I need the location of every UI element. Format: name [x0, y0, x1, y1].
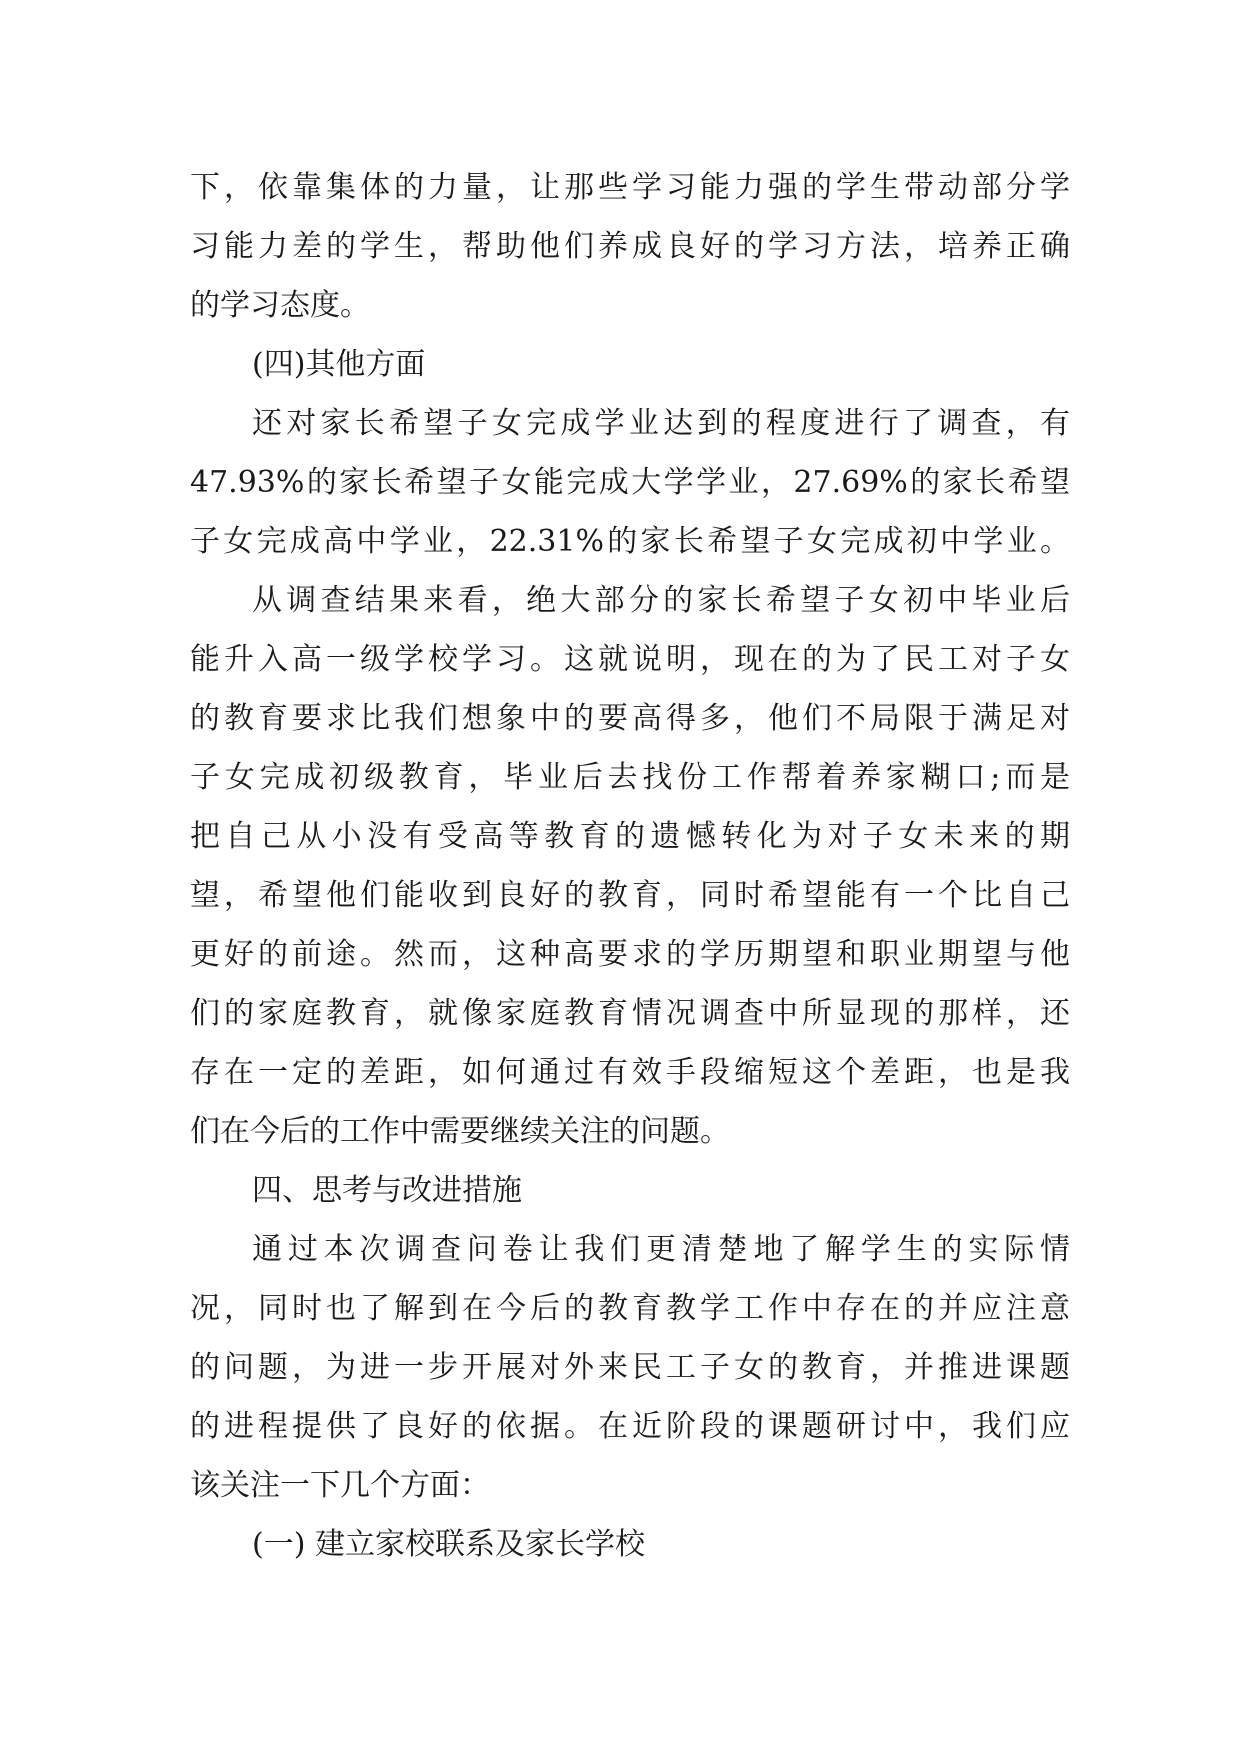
- paragraph-line: 更好的前途。然而，这种高要求的学历期望和职业期望与他: [190, 937, 1070, 972]
- paragraph-line: 子女完成初级教育，毕业后去找份工作帮着养家糊口;而是: [190, 760, 1070, 795]
- paragraph-line: 们在今后的工作中需要继续关注的问题。: [190, 1114, 730, 1149]
- paragraph-line: 习能力差的学生，帮助他们养成良好的学习方法，培养正确: [190, 229, 1070, 264]
- paragraph-line: 存在一定的差距，如何通过有效手段缩短这个差距，也是我: [190, 1055, 1070, 1090]
- paragraph-line: 通过本次调查问卷让我们更清楚地了解学生的实际情: [252, 1232, 1070, 1267]
- paragraph-line: 的进程提供了良好的依据。在近阶段的课题研讨中，我们应: [190, 1409, 1070, 1444]
- paragraph-line: 的教育要求比我们想象中的要高得多，他们不局限于满足对: [190, 701, 1070, 736]
- paragraph-line: 该关注一下几个方面：: [190, 1468, 490, 1503]
- paragraph-line: 望，希望他们能收到良好的教育，同时希望能有一个比自己: [190, 878, 1070, 913]
- paragraph-line: 下，依靠集体的力量，让那些学习能力强的学生带动部分学: [190, 170, 1070, 205]
- paragraph-line: 能升入高一级学校学习。这就说明，现在的为了民工对子女: [190, 642, 1070, 677]
- body-text: [190, 158, 1070, 1574]
- paragraph-line: 把自己从小没有受高等教育的遗憾转化为对子女未来的期: [190, 819, 1070, 854]
- paragraph-line: 还对家长希望子女完成学业达到的程度进行了调查，有: [252, 406, 1070, 441]
- paragraph-line: 的学习态度。: [190, 288, 370, 323]
- paragraph-line: 况，同时也了解到在今后的教育教学工作中存在的并应注意: [190, 1291, 1070, 1326]
- section-heading: (四)其他方面: [252, 347, 426, 382]
- section-heading: 四、思考与改进措施: [252, 1173, 522, 1208]
- paragraph-line: 47.93%的家长希望子女能完成大学学业，27.69%的家长希望: [190, 465, 1070, 500]
- section-heading: (一) 建立家校联系及家长学校: [252, 1527, 645, 1562]
- paragraph-line: 的问题，为进一步开展对外来民工子女的教育，并推进课题: [190, 1350, 1070, 1385]
- paragraph-line: 子女完成高中学业，22.31%的家长希望子女完成初中学业。: [190, 524, 1070, 559]
- paragraph-line: 们的家庭教育，就像家庭教育情况调查中所显现的那样，还: [190, 996, 1070, 1031]
- paragraph-line: 从调查结果来看，绝大部分的家长希望子女初中毕业后: [252, 583, 1070, 618]
